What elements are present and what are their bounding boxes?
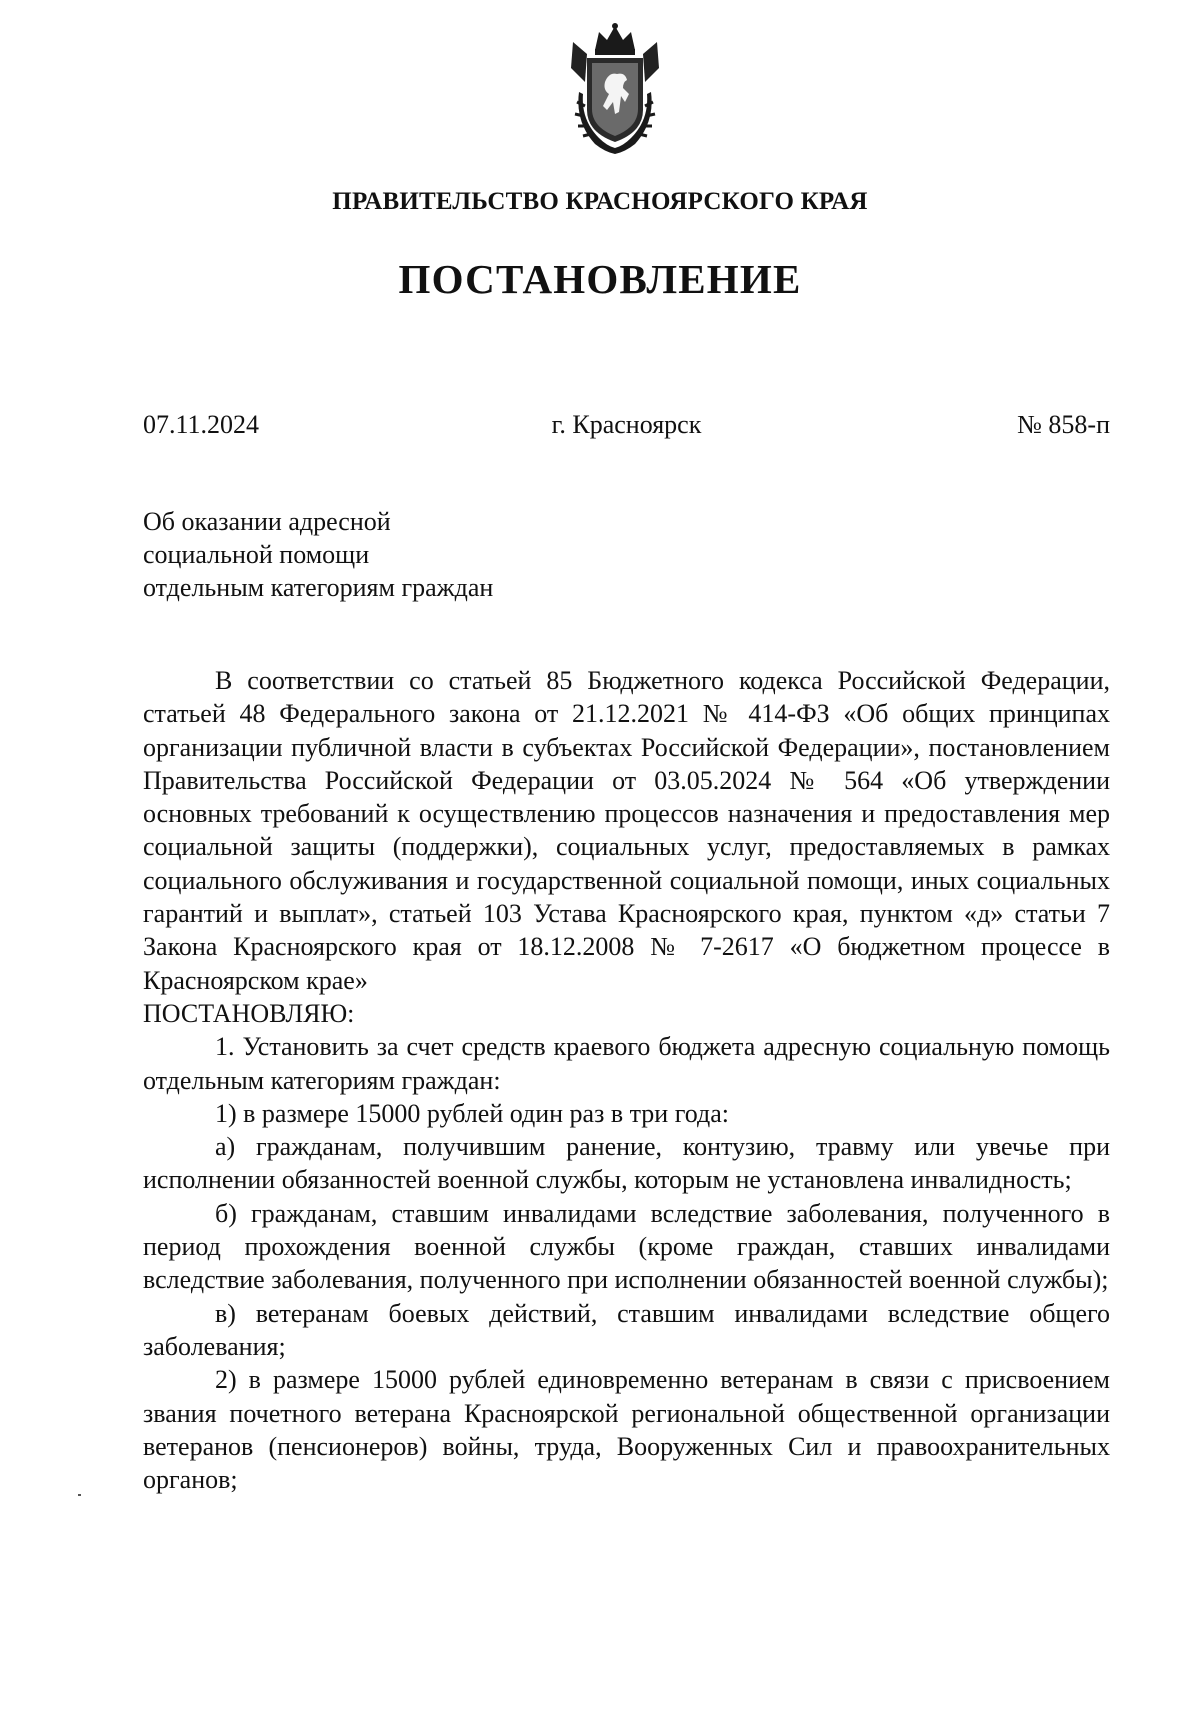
document-city: г. Красноярск xyxy=(551,410,702,439)
subject-line: отдельным категориям граждан xyxy=(143,573,494,602)
document-meta-row xyxy=(143,410,1110,444)
subject-line: социальной помощи xyxy=(143,540,370,569)
item-1c: в) ветеранам боевых действий, ставшим инвалидами вследствие общего заболевания; xyxy=(143,1298,1110,1361)
scan-artifact xyxy=(78,1494,81,1496)
item-1a: а) гражданам, получившим ранение, контузию, травму или увечье при исполнении обязанностей военной службы, которым не установлена инвалидность; xyxy=(143,1132,1110,1195)
organization-title: ПРАВИТЕЛЬСТВО КРАСНОЯРСКОГО КРАЯ xyxy=(332,188,868,215)
subject-line: Об оказании адресной xyxy=(143,507,391,536)
document-body xyxy=(143,664,1110,1496)
document-type-heading: ПОСТАНОВЛЕНИЕ xyxy=(398,256,802,302)
clause-1: 1. Установить за счет средств краевого бюджета адресную социальную помощь отдельным категориям граждан: xyxy=(143,1032,1110,1095)
preamble-paragraph: В соответствии со статьей 85 Бюджетного кодекса Российской Федерации, статьей 48 Федерального закона от 21.12.2021 № 414-ФЗ «Об общих принципах организации публичной власти в субъектах Российской Федерации», постановлением Правительства Российской Федерации от 03.05.2024 № 564 «Об утверждении основных требований к осуществлению процессов назначения и предоставления мер социальной защиты (поддержки), социальных услуг, предоставляемых в рамках социального обслуживания и государственной социальной помощи, иных социальных гарантий и выплат», статьей 103 Устава Красноярского края, пунктом «д» статьи 7 Закона Красноярского края от 18.12.2008 № 7-2617 «О бюджетном процессе в Красноярском крае» xyxy=(143,666,1110,995)
coat-of-arms-emblem xyxy=(565,22,665,157)
document-number: № 858-п xyxy=(1017,410,1110,439)
document-date: 07.11.2024 xyxy=(143,410,260,439)
item-1: 1) в размере 15000 рублей один раз в три года: xyxy=(215,1098,729,1128)
item-2: 2) в размере 15000 рублей единовременно ветеранам в связи с присвоением звания почетного ветерана Красноярской региональной общественной организации ветеранов (пенсионеров) войны, труда, Вооруженных Сил и правоохранительных органов; xyxy=(143,1365,1110,1495)
resolve-statement: ПОСТАНОВЛЯЮ: xyxy=(143,998,355,1028)
item-1b: б) гражданам, ставшим инвалидами вследствие заболевания, полученного в период прохождения военной службы (кроме граждан, ставших инвалидами вследствие заболевания, полученного при исполнении обязанностей военной службы); xyxy=(143,1198,1110,1295)
document-subject xyxy=(143,505,493,604)
